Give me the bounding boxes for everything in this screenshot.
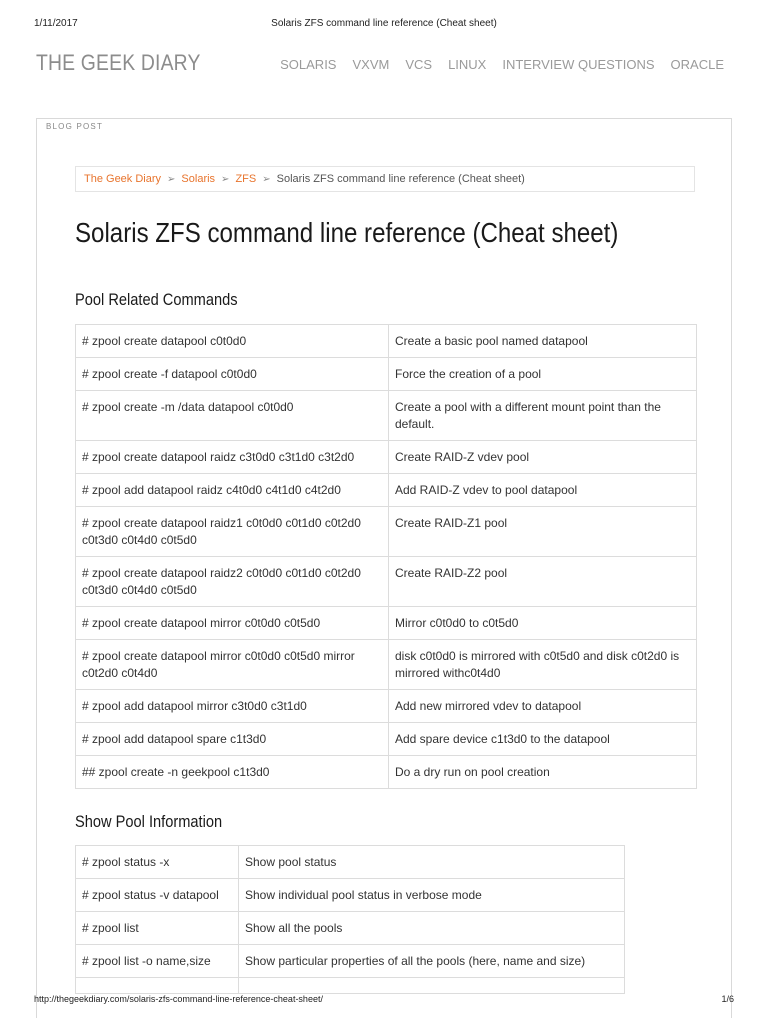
pool-commands-table <box>75 324 697 789</box>
print-date: 1/11/2017 <box>34 18 78 29</box>
command-cell: # zpool create -f datapool c0t0d0 <box>76 358 389 391</box>
command-cell: # zpool add datapool mirror c3t0d0 c3t1d0 <box>76 690 389 723</box>
site-logo[interactable]: THE GEEK DIARY <box>36 50 201 75</box>
description-cell: Show pool status <box>239 846 625 879</box>
nav-item-linux[interactable]: LINUX <box>448 57 487 72</box>
breadcrumb-link-zfs[interactable]: ZFS <box>235 173 257 185</box>
breadcrumb-separator-icon: ➢ <box>167 174 176 185</box>
table-row <box>76 912 625 945</box>
description-cell: Create a basic pool named datapool <box>389 325 697 358</box>
description-cell: Add new mirrored vdev to datapool <box>389 690 697 723</box>
command-cell <box>76 978 239 994</box>
description-cell: disk c0t0d0 is mirrored with c0t5d0 and disk c0t2d0 is mirrored withc0t4d0 <box>389 640 697 690</box>
description-cell: Create RAID-Z2 pool <box>389 557 697 607</box>
table-row <box>76 945 625 978</box>
print-title: Solaris ZFS command line reference (Cheat sheet) <box>271 18 497 29</box>
breadcrumb <box>75 166 695 192</box>
card-label: BLOG POST <box>46 122 104 131</box>
print-url: http://thegeekdiary.com/solaris-zfs-command-line-reference-cheat-sheet/ <box>34 994 323 1004</box>
table-row <box>76 723 697 756</box>
breadcrumb-current: Solaris ZFS command line reference (Cheat sheet) <box>276 173 525 185</box>
command-cell: # zpool add datapool raidz c4t0d0 c4t1d0 c4t2d0 <box>76 474 389 507</box>
table-row <box>76 441 697 474</box>
nav-item-oracle[interactable]: ORACLE <box>670 57 724 72</box>
breadcrumb-separator-icon: ➢ <box>262 174 271 185</box>
description-cell: Mirror c0t0d0 to c0t5d0 <box>389 607 697 640</box>
command-cell: # zpool create datapool mirror c0t0d0 c0t5d0 mirror c0t2d0 c0t4d0 <box>76 640 389 690</box>
table-row <box>76 640 697 690</box>
table-row <box>76 507 697 557</box>
command-cell: # zpool status -x <box>76 846 239 879</box>
print-page-number: 1/6 <box>721 994 734 1004</box>
command-cell: ## zpool create -n geekpool c1t3d0 <box>76 756 389 789</box>
description-cell: Do a dry run on pool creation <box>389 756 697 789</box>
breadcrumb-link-solaris[interactable]: Solaris <box>181 173 216 185</box>
nav-item-vcs[interactable]: VCS <box>405 57 433 72</box>
description-cell: Create RAID-Z1 pool <box>389 507 697 557</box>
breadcrumb-separator-icon: ➢ <box>221 174 230 185</box>
description-cell: Add spare device c1t3d0 to the datapool <box>389 723 697 756</box>
section-title-show-pool-info: Show Pool Information <box>75 812 223 831</box>
table-row <box>76 358 697 391</box>
description-cell: Force the creation of a pool <box>389 358 697 391</box>
breadcrumb-link-home[interactable]: The Geek Diary <box>84 173 162 185</box>
page-title: Solaris ZFS command line reference (Cheat sheet) <box>75 217 619 248</box>
command-cell: # zpool create -m /data datapool c0t0d0 <box>76 391 389 441</box>
command-cell: # zpool add datapool spare c1t3d0 <box>76 723 389 756</box>
print-footer <box>34 994 734 1008</box>
table-row <box>76 978 625 994</box>
table-row <box>76 879 625 912</box>
table-row <box>76 557 697 607</box>
command-cell: # zpool create datapool raidz1 c0t0d0 c0t1d0 c0t2d0 c0t3d0 c0t4d0 c0t5d0 <box>76 507 389 557</box>
description-cell: Show all the pools <box>239 912 625 945</box>
description-cell <box>239 978 625 994</box>
nav-item-solaris[interactable]: SOLARIS <box>280 57 337 72</box>
table-row <box>76 474 697 507</box>
table-row <box>76 325 697 358</box>
description-cell: Add RAID-Z vdev to pool datapool <box>389 474 697 507</box>
section-title-pool-commands: Pool Related Commands <box>75 290 238 309</box>
command-cell: # zpool create datapool raidz2 c0t0d0 c0t1d0 c0t2d0 c0t3d0 c0t4d0 c0t5d0 <box>76 557 389 607</box>
command-cell: # zpool list -o name,size <box>76 945 239 978</box>
description-cell: Show particular properties of all the pools (here, name and size) <box>239 945 625 978</box>
command-cell: # zpool create datapool c0t0d0 <box>76 325 389 358</box>
table-row <box>76 846 625 879</box>
command-cell: # zpool create datapool raidz c3t0d0 c3t1d0 c3t2d0 <box>76 441 389 474</box>
command-cell: # zpool list <box>76 912 239 945</box>
show-pool-info-table <box>75 845 625 994</box>
command-cell: # zpool create datapool mirror c0t0d0 c0t5d0 <box>76 607 389 640</box>
blog-post-card <box>36 118 732 1018</box>
description-cell: Create a pool with a different mount point than the default. <box>389 391 697 441</box>
description-cell: Show individual pool status in verbose mode <box>239 879 625 912</box>
nav-item-vxvm[interactable]: VXVM <box>352 57 390 72</box>
table-row <box>76 756 697 789</box>
print-header <box>34 18 734 32</box>
table-row <box>76 607 697 640</box>
nav-item-interview-questions[interactable]: INTERVIEW QUESTIONS <box>502 57 655 72</box>
main-nav <box>280 57 724 72</box>
description-cell: Create RAID-Z vdev pool <box>389 441 697 474</box>
table-row <box>76 690 697 723</box>
command-cell: # zpool status -v datapool <box>76 879 239 912</box>
table-row <box>76 391 697 441</box>
